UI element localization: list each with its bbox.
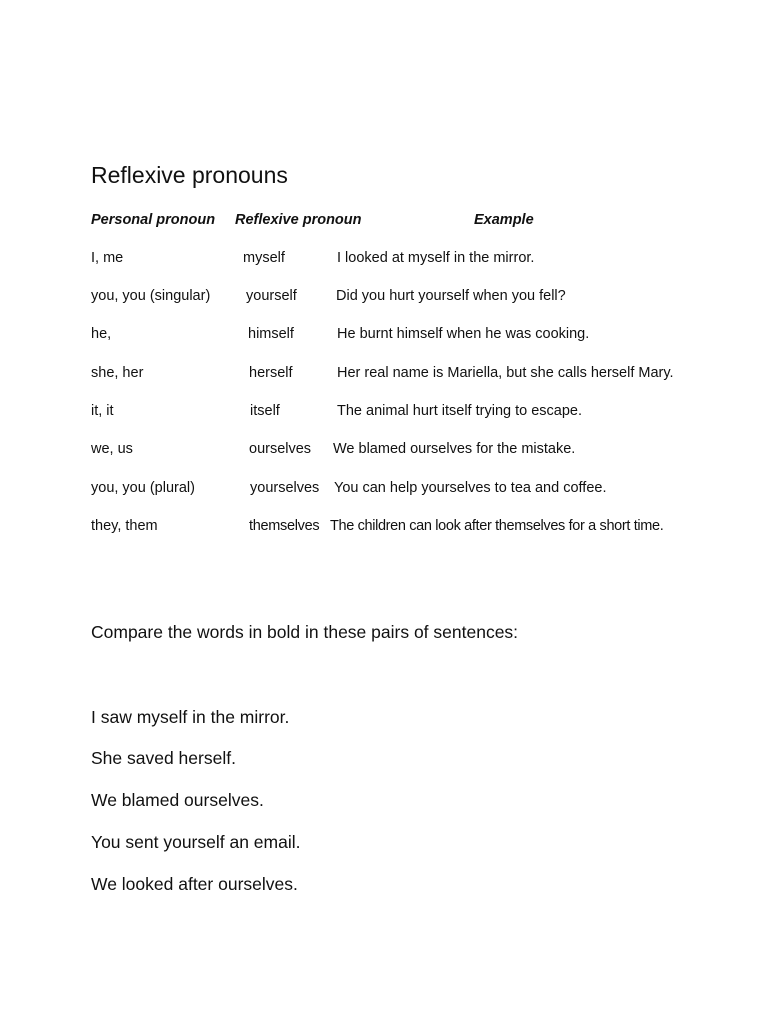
compare-intro: Compare the words in bold in these pairs of sentences: (91, 622, 519, 642)
row-6-example: We blamed ourselves for the mistake. (333, 441, 576, 457)
row-1-personal: I, me (91, 250, 124, 266)
sentence-2: She saved herself. (91, 748, 236, 768)
row-5-reflexive: itself (250, 403, 280, 419)
row-7-personal: you, you (plural) (91, 480, 195, 496)
row-4-personal: she, her (91, 365, 144, 381)
row-5-personal: it, it (91, 403, 114, 419)
row-2-example: Did you hurt yourself when you fell? (336, 288, 566, 304)
row-6-reflexive: ourselves (249, 441, 312, 457)
row-4-example: Her real name is Mariella, but she calls herself Mary. (337, 365, 674, 381)
row-8-example: The children can look after themselves for a short time. (330, 518, 664, 534)
row-8-personal: they, them (91, 518, 158, 534)
row-8-reflexive: themselves (249, 518, 320, 534)
row-5-example: The animal hurt itself trying to escape. (337, 403, 583, 419)
row-1-example: I looked at myself in the mirror. (337, 250, 535, 266)
row-7-example: You can help yourselves to tea and coffee. (334, 480, 607, 496)
row-7-reflexive: yourselves (250, 480, 320, 496)
header-example: Example (474, 212, 534, 228)
header-personal-pronoun: Personal pronoun (91, 212, 216, 228)
row-2-reflexive: yourself (246, 288, 297, 304)
header-reflexive-pronoun: Reflexive pronoun (235, 212, 362, 228)
sentence-5: We looked after ourselves. (91, 874, 298, 894)
row-1-reflexive: myself (243, 250, 285, 266)
page-title: Reflexive pronouns (91, 162, 288, 188)
sentence-4: You sent yourself an email. (91, 832, 301, 852)
row-6-personal: we, us (91, 441, 133, 457)
sentence-3: We blamed ourselves. (91, 790, 264, 810)
row-3-reflexive: himself (248, 326, 294, 342)
row-4-reflexive: herself (249, 365, 293, 381)
row-2-personal: you, you (singular) (91, 288, 211, 304)
sentence-1: I saw myself in the mirror. (91, 707, 290, 727)
row-3-personal: he, (91, 326, 112, 342)
row-3-example: He burnt himself when he was cooking. (337, 326, 590, 342)
